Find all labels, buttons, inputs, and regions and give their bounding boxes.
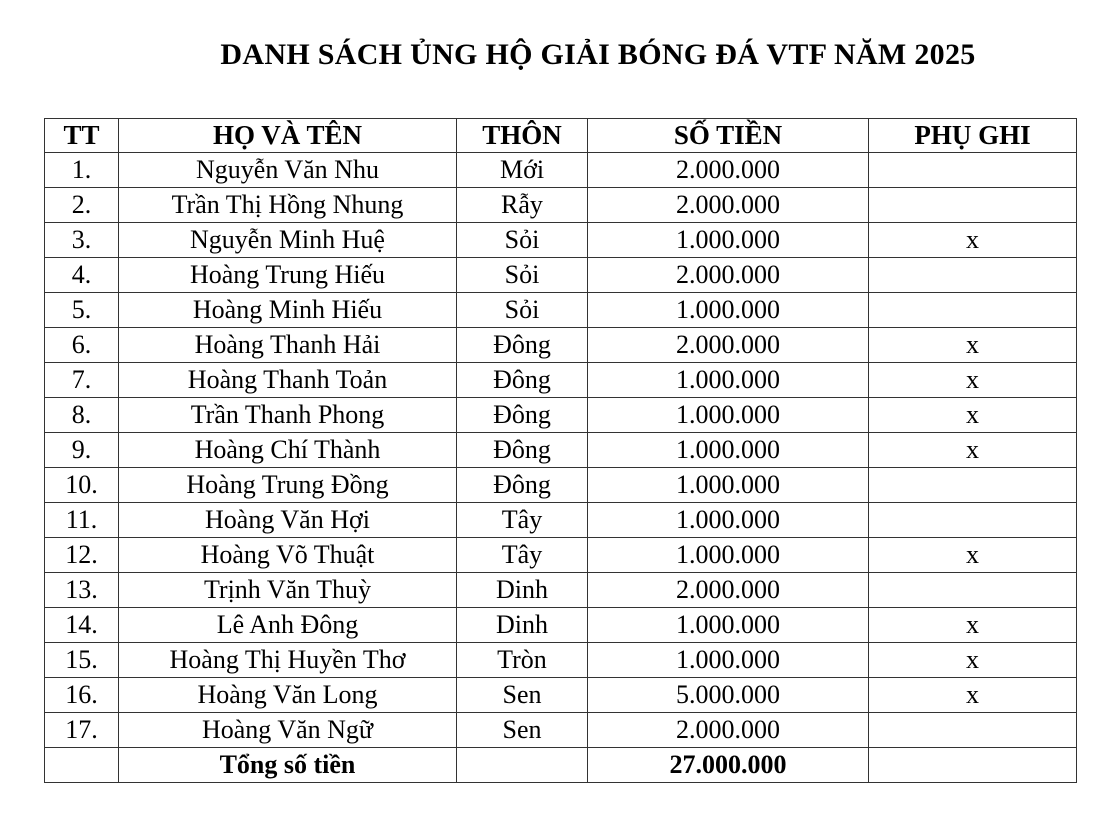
amount: 2.000.000 [588, 573, 869, 608]
table-row [45, 188, 1077, 223]
amount: 1.000.000 [588, 608, 869, 643]
total-empty-cell [869, 748, 1077, 783]
note: x [869, 398, 1077, 433]
village: Rẫy [457, 188, 588, 223]
row-number: 9. [45, 433, 119, 468]
total-row [45, 748, 1077, 783]
village: Đông [457, 398, 588, 433]
village: Đông [457, 433, 588, 468]
note: x [869, 643, 1077, 678]
table-row [45, 433, 1077, 468]
note [869, 258, 1077, 293]
table-row [45, 328, 1077, 363]
note: x [869, 433, 1077, 468]
row-number: 6. [45, 328, 119, 363]
village: Tròn [457, 643, 588, 678]
row-number: 1. [45, 153, 119, 188]
amount: 1.000.000 [588, 468, 869, 503]
amount: 1.000.000 [588, 223, 869, 258]
amount: 1.000.000 [588, 643, 869, 678]
village: Tây [457, 503, 588, 538]
note [869, 713, 1077, 748]
row-number: 12. [45, 538, 119, 573]
donation-table [44, 118, 1077, 783]
village: Sỏi [457, 293, 588, 328]
row-number: 3. [45, 223, 119, 258]
row-number: 2. [45, 188, 119, 223]
donor-name: Hoàng Chí Thành [119, 433, 457, 468]
donor-name: Hoàng Thanh Hải [119, 328, 457, 363]
donor-name: Nguyễn Minh Huệ [119, 223, 457, 258]
total-label: Tổng số tiền [119, 748, 457, 783]
table-row [45, 608, 1077, 643]
donor-name: Trần Thanh Phong [119, 398, 457, 433]
amount: 1.000.000 [588, 503, 869, 538]
table-row [45, 643, 1077, 678]
village: Dinh [457, 573, 588, 608]
amount: 1.000.000 [588, 293, 869, 328]
table-row [45, 293, 1077, 328]
amount: 2.000.000 [588, 328, 869, 363]
table-row [45, 223, 1077, 258]
amount: 1.000.000 [588, 433, 869, 468]
header-amount: SỐ TIỀN [588, 119, 869, 153]
village: Đông [457, 363, 588, 398]
donor-name: Hoàng Văn Ngữ [119, 713, 457, 748]
note [869, 188, 1077, 223]
row-number: 16. [45, 678, 119, 713]
row-number: 10. [45, 468, 119, 503]
header-tt: TT [45, 119, 119, 153]
donor-name: Hoàng Thị Huyền Thơ [119, 643, 457, 678]
village: Sen [457, 713, 588, 748]
table-row [45, 468, 1077, 503]
amount: 2.000.000 [588, 188, 869, 223]
donor-name: Nguyễn Văn Nhu [119, 153, 457, 188]
header-name: HỌ VÀ TÊN [119, 119, 457, 153]
note: x [869, 223, 1077, 258]
total-empty-cell [457, 748, 588, 783]
note [869, 573, 1077, 608]
total-empty-cell [45, 748, 119, 783]
row-number: 5. [45, 293, 119, 328]
table-row [45, 713, 1077, 748]
donor-name: Trịnh Văn Thuỳ [119, 573, 457, 608]
village: Đông [457, 328, 588, 363]
amount: 1.000.000 [588, 363, 869, 398]
donor-name: Trần Thị Hồng Nhung [119, 188, 457, 223]
row-number: 11. [45, 503, 119, 538]
village: Sỏi [457, 258, 588, 293]
village: Tây [457, 538, 588, 573]
table-row [45, 258, 1077, 293]
amount: 2.000.000 [588, 713, 869, 748]
amount: 1.000.000 [588, 538, 869, 573]
note [869, 153, 1077, 188]
village: Đông [457, 468, 588, 503]
donor-name: Hoàng Minh Hiếu [119, 293, 457, 328]
table-row [45, 398, 1077, 433]
total-amount: 27.000.000 [588, 748, 869, 783]
row-number: 7. [45, 363, 119, 398]
table-row [45, 538, 1077, 573]
village: Sỏi [457, 223, 588, 258]
amount: 1.000.000 [588, 398, 869, 433]
village: Mới [457, 153, 588, 188]
donor-name: Hoàng Trung Đồng [119, 468, 457, 503]
note [869, 468, 1077, 503]
donor-name: Hoàng Trung Hiếu [119, 258, 457, 293]
header-thon: THÔN [457, 119, 588, 153]
row-number: 14. [45, 608, 119, 643]
donor-name: Hoàng Văn Hợi [119, 503, 457, 538]
amount: 5.000.000 [588, 678, 869, 713]
row-number: 17. [45, 713, 119, 748]
note: x [869, 363, 1077, 398]
note [869, 293, 1077, 328]
amount: 2.000.000 [588, 258, 869, 293]
donor-name: Hoàng Văn Long [119, 678, 457, 713]
amount: 2.000.000 [588, 153, 869, 188]
table-row [45, 503, 1077, 538]
header-note: PHỤ GHI [869, 119, 1077, 153]
note: x [869, 678, 1077, 713]
document-title: DANH SÁCH ỦNG HỘ GIẢI BÓNG ĐÁ VTF NĂM 2025 [220, 38, 976, 71]
table-row [45, 573, 1077, 608]
village: Dinh [457, 608, 588, 643]
donor-name: Lê Anh Đông [119, 608, 457, 643]
table-row [45, 153, 1077, 188]
row-number: 4. [45, 258, 119, 293]
donor-name: Hoàng Thanh Toản [119, 363, 457, 398]
row-number: 15. [45, 643, 119, 678]
table-row [45, 363, 1077, 398]
village: Sen [457, 678, 588, 713]
note: x [869, 328, 1077, 363]
note: x [869, 538, 1077, 573]
donor-name: Hoàng Võ Thuật [119, 538, 457, 573]
note: x [869, 608, 1077, 643]
row-number: 8. [45, 398, 119, 433]
row-number: 13. [45, 573, 119, 608]
table-row [45, 678, 1077, 713]
header-row [45, 119, 1077, 153]
note [869, 503, 1077, 538]
